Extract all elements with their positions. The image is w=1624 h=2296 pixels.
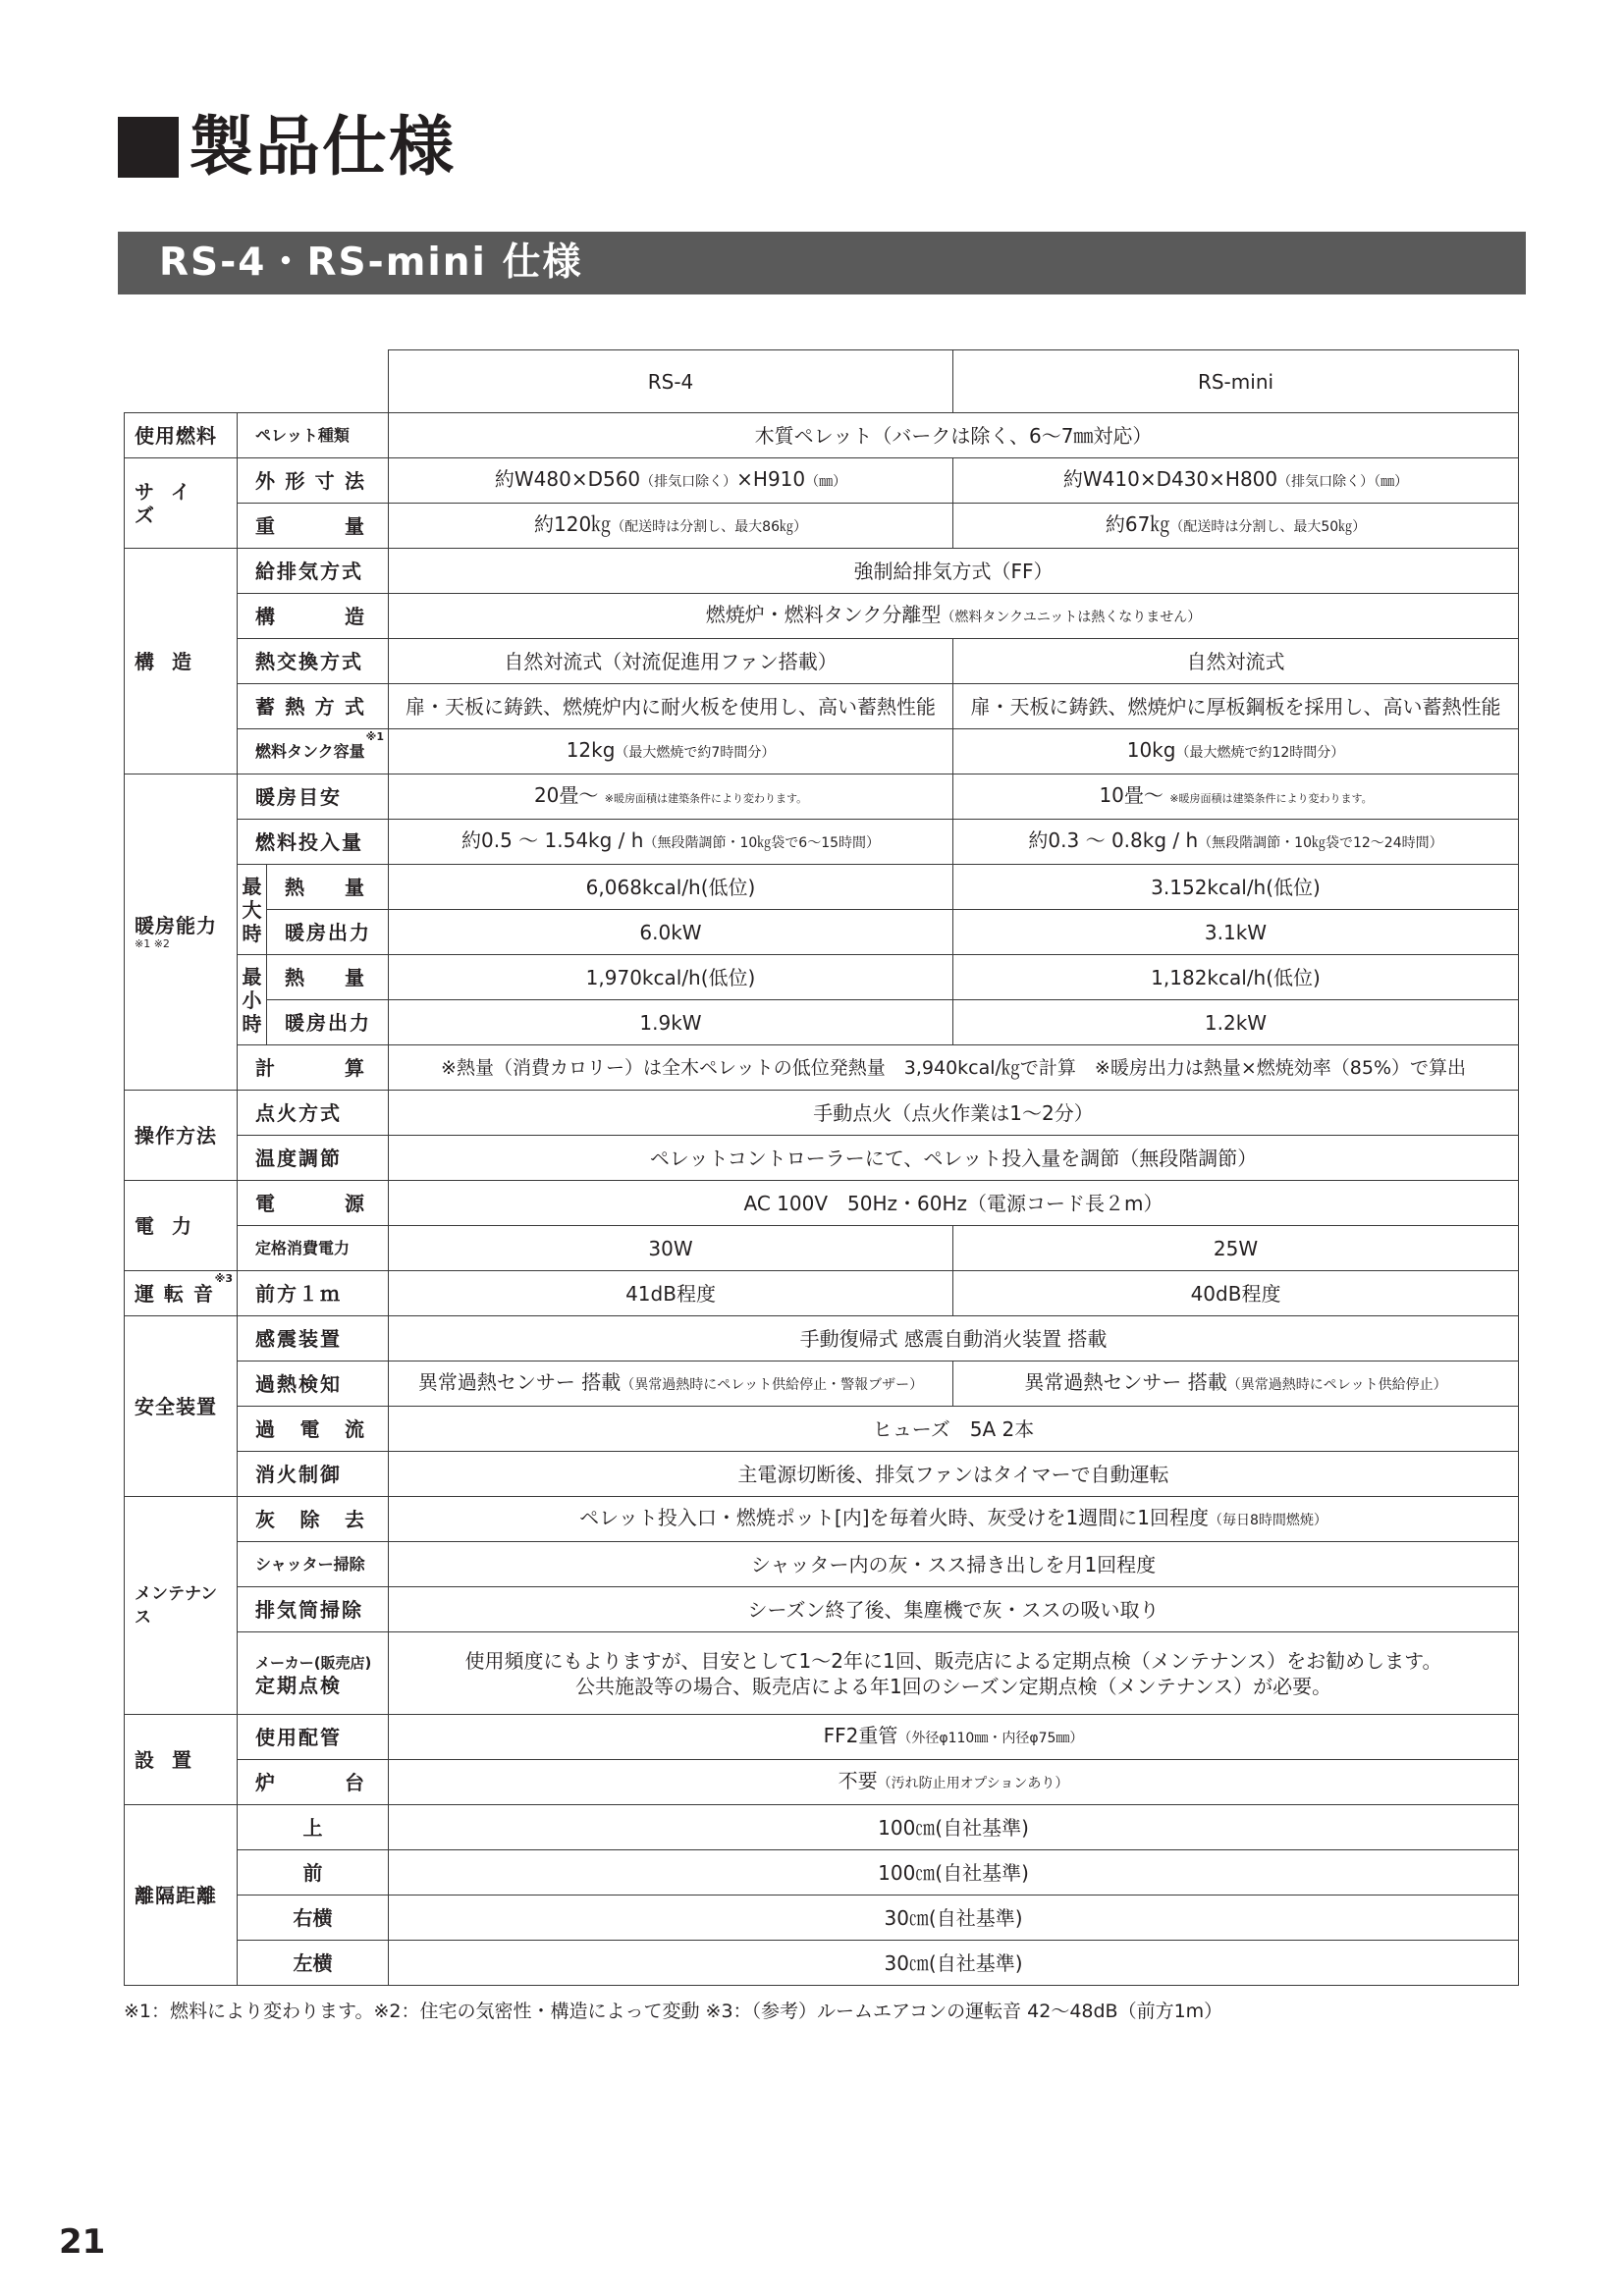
category-power: 電力 bbox=[125, 1181, 238, 1271]
weight-rs4-main: 約120㎏ bbox=[534, 512, 612, 536]
value-feed-mini bbox=[953, 820, 1519, 865]
label-air-system: 給排気方式 bbox=[238, 549, 389, 594]
label-base: 炉台 bbox=[238, 1760, 389, 1805]
footnote: ※1：燃料により変わります。※2：住宅の気密性・構造によって変動 ※3：（参考）ルームエアコンの運転音 42〜48dB（前方1m） bbox=[124, 2001, 1223, 2022]
weight-mini-note: （配送時は分割し、最大50㎏） bbox=[1169, 519, 1367, 535]
table-row bbox=[125, 639, 1519, 684]
label-ignition: 点火方式 bbox=[238, 1091, 389, 1136]
header-blank-cell bbox=[125, 350, 389, 413]
build-main: 燃焼炉・燃料タンク分離型 bbox=[705, 603, 942, 626]
table-row bbox=[125, 729, 1519, 774]
value-clearance-top: 100㎝(自社基準) bbox=[389, 1805, 1519, 1850]
group-max-char: 大 bbox=[242, 897, 262, 922]
label-max-heat: 熱量 bbox=[267, 865, 389, 910]
label-min-output: 暖房出力 bbox=[267, 1000, 389, 1045]
table-header-row bbox=[125, 350, 1519, 413]
table-row bbox=[125, 1805, 1519, 1850]
tank-rs4-main: 12kg bbox=[566, 738, 616, 762]
table-row bbox=[125, 1000, 1519, 1045]
label-outer-dimensions: 外形寸法 bbox=[238, 458, 389, 504]
tank-rs4-note: （最大燃焼で約7時間分） bbox=[615, 745, 776, 761]
value-max-output-mini: 3.1kW bbox=[953, 910, 1519, 955]
label-pipe: 使用配管 bbox=[238, 1715, 389, 1760]
outer-rs4-note: （排気口除く） bbox=[640, 474, 737, 490]
category-maintenance: メンテナンス bbox=[125, 1497, 238, 1715]
value-max-heat-mini: 3.152kcal/h(低位) bbox=[953, 865, 1519, 910]
section-banner-text: RS-4・RS-mini 仕様 bbox=[159, 240, 583, 285]
outer-mini-note: （排気口除く） bbox=[1277, 474, 1375, 490]
table-row bbox=[125, 1587, 1519, 1632]
label-exhaust-clean: 排気筒掃除 bbox=[238, 1587, 389, 1632]
heating-category-note: ※1 ※2 bbox=[135, 936, 170, 950]
outer-rs4-unit: （㎜） bbox=[805, 474, 847, 490]
label-overheat: 過熱検知 bbox=[238, 1362, 389, 1407]
value-noise-rs4: 41dB程度 bbox=[389, 1271, 953, 1316]
spec-table bbox=[124, 349, 1519, 1986]
label-noise-front: 前方１ｍ bbox=[238, 1271, 389, 1316]
area-mini-note: ※暖房面積は建築条件により変わります。 bbox=[1169, 791, 1373, 805]
label-clearance-right: 右横 bbox=[238, 1896, 389, 1941]
label-overcurrent: 過電流 bbox=[238, 1407, 389, 1452]
label-rated-power: 定格消費電力 bbox=[238, 1226, 389, 1271]
value-extinguish: 主電源切断後、排気ファンはタイマーで自動運転 bbox=[389, 1452, 1519, 1497]
label-pellet-type: ペレット種類 bbox=[238, 413, 389, 458]
inspection-label-line1: メーカー(販売店) bbox=[255, 1653, 372, 1672]
label-shutter-clean: シャッター掃除 bbox=[238, 1542, 389, 1587]
value-quake: 手動復帰式 感震自動消火装置 搭載 bbox=[389, 1316, 1519, 1362]
value-min-output-mini: 1.2kW bbox=[953, 1000, 1519, 1045]
table-row bbox=[125, 1362, 1519, 1407]
label-extinguish: 消火制御 bbox=[238, 1452, 389, 1497]
value-pellet-type: 木質ペレット（バークは除く、6〜7㎜対応） bbox=[389, 413, 1519, 458]
label-fuel-feed: 燃料投入量 bbox=[238, 820, 389, 865]
table-row bbox=[125, 1632, 1519, 1715]
table-row bbox=[125, 413, 1519, 458]
section-banner bbox=[118, 232, 1526, 294]
value-overheat-mini bbox=[953, 1362, 1519, 1407]
table-row bbox=[125, 504, 1519, 549]
value-tank-rs4 bbox=[389, 729, 953, 774]
category-fuel: 使用燃料 bbox=[125, 413, 238, 458]
table-row bbox=[125, 1497, 1519, 1542]
value-build bbox=[389, 594, 1519, 639]
inspection-line1: 使用頻度にもよりますが、目安として1〜2年に1回、販売店による定期点検（メンテナンス）をお勧めします。 bbox=[464, 1648, 1442, 1673]
table-row bbox=[125, 684, 1519, 729]
value-power-supply: AC 100V 50Hz・60Hz（電源コード長２m） bbox=[389, 1181, 1519, 1226]
group-max bbox=[238, 865, 267, 955]
table-row bbox=[125, 549, 1519, 594]
heating-category-text: 暖房能力 bbox=[135, 913, 217, 937]
label-power-supply: 電源 bbox=[238, 1181, 389, 1226]
value-shutter-clean: シャッター内の灰・スス掃き出しを月1回程度 bbox=[389, 1542, 1519, 1587]
category-clearance: 離隔距離 bbox=[125, 1805, 238, 1986]
label-heat-storage: 蓄熱方式 bbox=[238, 684, 389, 729]
group-max-char: 時 bbox=[242, 921, 262, 945]
label-calculation: 計算 bbox=[238, 1045, 389, 1091]
value-heat-storage-rs4: 扉・天板に鋳鉄、燃焼炉内に耐火板を使用し、高い蓄熱性能 bbox=[389, 684, 953, 729]
label-weight: 重量 bbox=[238, 504, 389, 549]
overheat-mini-note: （異常過熱時にペレット供給停止） bbox=[1226, 1377, 1447, 1393]
table-row bbox=[125, 820, 1519, 865]
title-square-mark bbox=[118, 117, 179, 178]
inspection-label-line2: 定期点検 bbox=[255, 1673, 342, 1697]
table-row bbox=[125, 1136, 1519, 1181]
value-clearance-right: 30㎝(自社基準) bbox=[389, 1896, 1519, 1941]
table-row bbox=[125, 1316, 1519, 1362]
noise-category-text: 運転音 bbox=[135, 1281, 223, 1306]
group-min bbox=[238, 955, 267, 1045]
table-row bbox=[125, 1407, 1519, 1452]
tank-label-text: 燃料タンク容量 bbox=[255, 741, 365, 761]
table-row bbox=[125, 1941, 1519, 1986]
category-safety: 安全装置 bbox=[125, 1316, 238, 1497]
label-tank-capacity bbox=[238, 729, 389, 774]
group-min-char: 時 bbox=[242, 1011, 262, 1036]
table-row bbox=[125, 1226, 1519, 1271]
value-ash-removal bbox=[389, 1497, 1519, 1542]
value-heat-storage-mini: 扉・天板に鋳鉄、燃焼炉に厚板鋼板を採用し、高い蓄熱性能 bbox=[953, 684, 1519, 729]
table-row bbox=[125, 1715, 1519, 1760]
label-max-output: 暖房出力 bbox=[267, 910, 389, 955]
category-noise bbox=[125, 1271, 238, 1316]
table-row bbox=[125, 1181, 1519, 1226]
inspection-line2: 公共施設等の場合、販売店による年1回のシーズン定期点検（メンテナンス）が必要。 bbox=[574, 1674, 1332, 1698]
value-overcurrent: ヒューズ 5A 2本 bbox=[389, 1407, 1519, 1452]
value-rated-rs4: 30W bbox=[389, 1226, 953, 1271]
value-rated-mini: 25W bbox=[953, 1226, 1519, 1271]
base-note: （汚れ防止用オプションあり） bbox=[877, 1776, 1069, 1791]
value-weight-mini bbox=[953, 504, 1519, 549]
feed-mini-main: 約0.3 〜 0.8kg / h bbox=[1028, 828, 1199, 852]
value-heat-exchange-rs4: 自然対流式（対流促進用ファン搭載） bbox=[389, 639, 953, 684]
value-base bbox=[389, 1760, 1519, 1805]
outer-mini-main: 約W410×D430×H800 bbox=[1062, 467, 1278, 491]
value-max-heat-rs4: 6,068kcal/h(低位) bbox=[389, 865, 953, 910]
tank-mini-main: 10kg bbox=[1126, 738, 1176, 762]
category-install: 設置 bbox=[125, 1715, 238, 1805]
label-build: 構造 bbox=[238, 594, 389, 639]
overheat-mini-main: 異常過熱センサー 搭載 bbox=[1024, 1370, 1227, 1394]
category-operation: 操作方法 bbox=[125, 1091, 238, 1181]
value-noise-mini: 40dB程度 bbox=[953, 1271, 1519, 1316]
value-ignition: 手動点火（点火作業は1〜2分） bbox=[389, 1091, 1519, 1136]
weight-rs4-note: （配送時は分割し、最大86㎏） bbox=[611, 519, 808, 535]
category-heating bbox=[125, 774, 238, 1091]
page-number: 21 bbox=[59, 2222, 106, 2262]
table-row bbox=[125, 1896, 1519, 1941]
overheat-rs4-note: （異常過熱時にペレット供給停止・警報ブザー） bbox=[621, 1377, 924, 1393]
value-overheat-rs4 bbox=[389, 1362, 953, 1407]
table-row bbox=[125, 955, 1519, 1000]
value-heat-exchange-mini: 自然対流式 bbox=[953, 639, 1519, 684]
feed-rs4-main: 約0.5 〜 1.54kg / h bbox=[461, 828, 644, 852]
value-area-mini bbox=[953, 774, 1519, 820]
table-row bbox=[125, 594, 1519, 639]
value-weight-rs4 bbox=[389, 504, 953, 549]
label-inspection bbox=[238, 1632, 389, 1715]
ash-note: （毎日8時間燃焼） bbox=[1208, 1513, 1327, 1528]
label-temperature: 温度調節 bbox=[238, 1136, 389, 1181]
build-note: （燃料タンクユニットは熱くなりません） bbox=[941, 610, 1202, 625]
base-main: 不要 bbox=[838, 1769, 878, 1792]
label-min-heat: 熱量 bbox=[267, 955, 389, 1000]
value-clearance-front: 100㎝(自社基準) bbox=[389, 1850, 1519, 1896]
value-min-heat-rs4: 1,970kcal/h(低位) bbox=[389, 955, 953, 1000]
value-tank-mini bbox=[953, 729, 1519, 774]
label-quake: 感震装置 bbox=[238, 1316, 389, 1362]
area-rs4-note: ※暖房面積は建築条件により変わります。 bbox=[604, 791, 808, 805]
label-clearance-left: 左横 bbox=[238, 1941, 389, 1986]
value-clearance-left: 30㎝(自社基準) bbox=[389, 1941, 1519, 1986]
label-heating-area: 暖房目安 bbox=[238, 774, 389, 820]
table-row bbox=[125, 458, 1519, 504]
label-heat-exchange: 熱交換方式 bbox=[238, 639, 389, 684]
area-mini-main: 10畳〜 bbox=[1099, 782, 1164, 807]
table-row bbox=[125, 910, 1519, 955]
outer-rs4-height: ×H910 bbox=[736, 467, 806, 491]
group-min-char: 小 bbox=[242, 988, 262, 1012]
value-calculation: ※熱量（消費カロリー）は全木ペレットの低位発熱量 3,940kcal/㎏で計算 ※暖房出力は熱量×燃焼効率（85%）で算出 bbox=[389, 1045, 1519, 1091]
value-max-output-rs4: 6.0kW bbox=[389, 910, 953, 955]
pipe-note: （外径φ110㎜・内径φ75㎜） bbox=[897, 1731, 1084, 1746]
feed-rs4-note: （無段階調節・10㎏袋で6〜15時間） bbox=[643, 835, 881, 851]
category-size: サイズ bbox=[125, 458, 238, 549]
feed-mini-note: （無段階調節・10㎏袋で12〜24時間） bbox=[1198, 835, 1443, 851]
tank-footnote-mark: ※1 bbox=[365, 730, 385, 743]
tank-mini-note: （最大燃焼で約12時間分） bbox=[1175, 745, 1345, 761]
table-row bbox=[125, 865, 1519, 910]
table-row bbox=[125, 1452, 1519, 1497]
table-row bbox=[125, 1045, 1519, 1091]
outer-rs4-main: 約W480×D560 bbox=[494, 467, 641, 491]
table-row bbox=[125, 1760, 1519, 1805]
value-min-output-rs4: 1.9kW bbox=[389, 1000, 953, 1045]
group-min-char: 最 bbox=[242, 964, 262, 988]
label-ash-removal: 灰除去 bbox=[238, 1497, 389, 1542]
pipe-main: FF2重管 bbox=[823, 1724, 898, 1747]
value-air-system: 強制給排気方式（FF） bbox=[389, 549, 1519, 594]
table-row bbox=[125, 1542, 1519, 1587]
model-header-rs4: RS-4 bbox=[389, 350, 953, 413]
label-clearance-top: 上 bbox=[238, 1805, 389, 1850]
value-area-rs4 bbox=[389, 774, 953, 820]
page-title bbox=[118, 108, 456, 187]
noise-footnote-mark: ※3 bbox=[214, 1272, 233, 1285]
value-feed-rs4 bbox=[389, 820, 953, 865]
table-row bbox=[125, 1271, 1519, 1316]
table-row bbox=[125, 1850, 1519, 1896]
group-max-char: 最 bbox=[242, 874, 262, 898]
overheat-rs4-main: 異常過熱センサー 搭載 bbox=[417, 1370, 622, 1394]
category-structure: 構造 bbox=[125, 549, 238, 774]
value-inspection bbox=[389, 1632, 1519, 1715]
table-row bbox=[125, 774, 1519, 820]
value-pipe bbox=[389, 1715, 1519, 1760]
value-outer-mini bbox=[953, 458, 1519, 504]
ash-main: ペレット投入口・燃焼ポット[内]を毎着火時、灰受けを1週間に1回程度 bbox=[579, 1506, 1209, 1529]
outer-mini-unit: （㎜） bbox=[1374, 474, 1409, 490]
area-rs4-main: 20畳〜 bbox=[533, 782, 599, 807]
value-temperature: ペレットコントローラーにて、ペレット投入量を調節（無段階調節） bbox=[389, 1136, 1519, 1181]
weight-mini-main: 約67㎏ bbox=[1105, 512, 1170, 536]
value-min-heat-mini: 1,182kcal/h(低位) bbox=[953, 955, 1519, 1000]
label-clearance-front: 前 bbox=[238, 1850, 389, 1896]
table-row bbox=[125, 1091, 1519, 1136]
value-exhaust-clean: シーズン終了後、集塵機で灰・ススの吸い取り bbox=[389, 1587, 1519, 1632]
value-outer-rs4 bbox=[389, 458, 953, 504]
model-header-rs-mini: RS-mini bbox=[953, 350, 1519, 413]
page-title-text: 製品仕様 bbox=[189, 109, 456, 185]
